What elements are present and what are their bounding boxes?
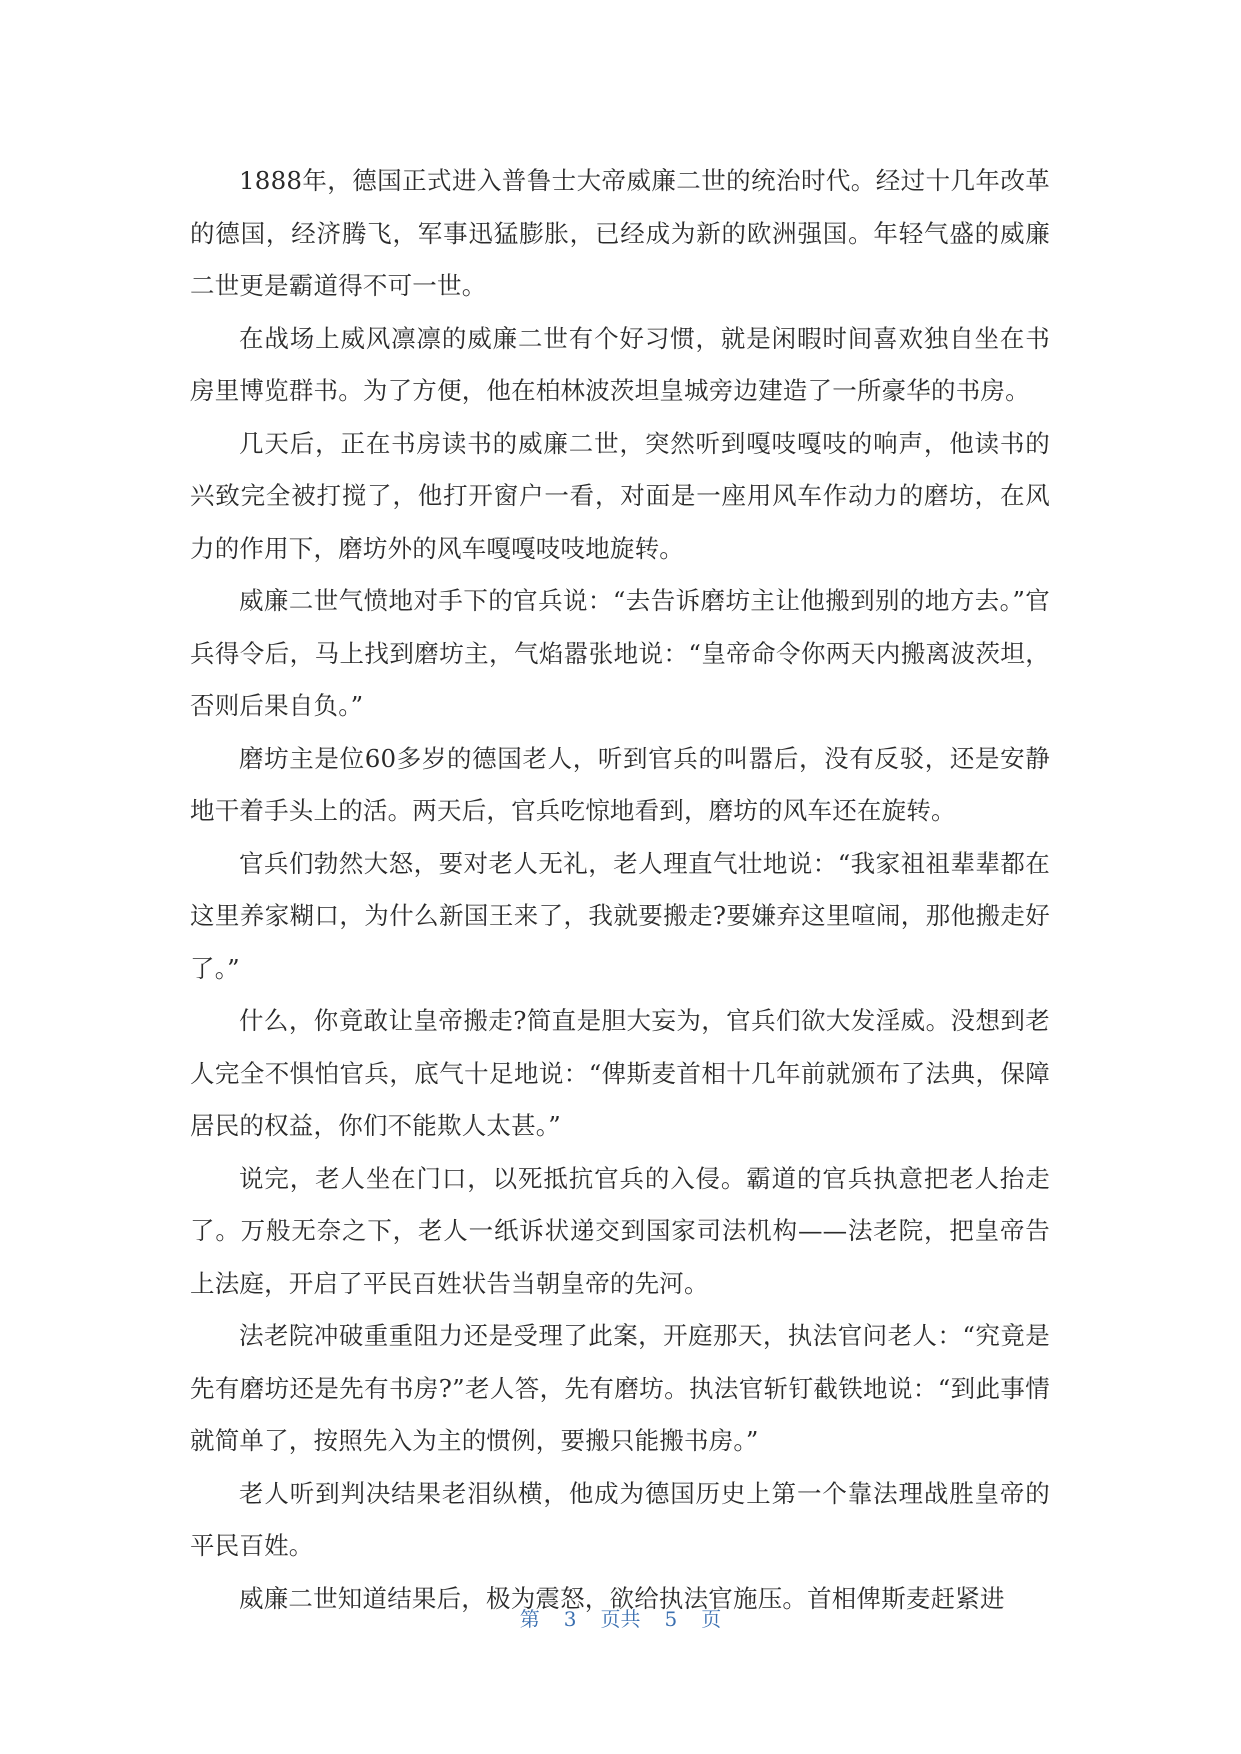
- page-footer: [0, 1604, 1241, 1634]
- footer-label-ye: 页: [701, 1607, 722, 1631]
- paragraph-4: 威廉二世气愤地对手下的官兵说：“去告诉磨坊主让他搬到别的地方去。”官兵得令后，马上找到磨坊主，气焰嚣张地说：“皇帝命令你两天内搬离波茨坦，否则后果自负。”: [190, 586, 1050, 720]
- paragraph-9: 法老院冲破重重阻力还是受理了此案，开庭那天，执法官问老人：“究竟是先有磨坊还是先有书房?”老人答，先有磨坊。执法官斩钉截铁地说：“到此事情就简单了，按照先入为主的惯例，要搬只能搬书房。”: [190, 1321, 1050, 1455]
- current-page-number: 3: [563, 1607, 577, 1631]
- footer-label-ye-gong: 页共: [600, 1607, 641, 1631]
- paragraph-10: 老人听到判决结果老泪纵横，他成为德国历史上第一个靠法理战胜皇帝的平民百姓。: [190, 1478, 1050, 1560]
- paragraph-1: 1888年，德国正式进入普鲁士大帝威廉二世的统治时代。经过十几年改革的德国，经济腾飞，军事迅猛膨胀，已经成为新的欧洲强国。年轻气盛的威廉二世更是霸道得不可一世。: [190, 166, 1050, 300]
- document-body: [190, 155, 1050, 1625]
- paragraph-3: 几天后，正在书房读书的威廉二世，突然听到嘎吱嘎吱的响声，他读书的兴致完全被打搅了，他打开窗户一看，对面是一座用风车作动力的磨坊，在风力的作用下，磨坊外的风车嘎嘎吱吱地旋转。: [190, 428, 1050, 563]
- paragraph-5: 磨坊主是位60多岁的德国老人，听到官兵的叫嚣后，没有反驳，还是安静地干着手头上的活。两天后，官兵吃惊地看到，磨坊的风车还在旋转。: [190, 743, 1050, 825]
- paragraph-7: 什么，你竟敢让皇帝搬走?简直是胆大妄为，官兵们欲大发淫威。没想到老人完全不惧怕官兵，底气十足地说：“俾斯麦首相十几年前就颁布了法典，保障居民的权益，你们不能欺人太甚。”: [190, 1006, 1050, 1140]
- paragraph-8: 说完，老人坐在门口，以死抵抗官兵的入侵。霸道的官兵执意把老人抬走了。万般无奈之下，老人一纸诉状递交到国家司法机构——法老院，把皇帝告上法庭，开启了平民百姓状告当朝皇帝的先河。: [190, 1163, 1050, 1298]
- paragraph-11: 威廉二世知道结果后，极为震怒，欲给执法官施压。首相俾斯麦赶紧进: [239, 1583, 1005, 1613]
- total-page-count: 5: [664, 1607, 678, 1631]
- paragraph-2: 在战场上威风凛凛的威廉二世有个好习惯，就是闲暇时间喜欢独自坐在书房里博览群书。为了方便，他在柏林波茨坦皇城旁边建造了一所豪华的书房。: [190, 323, 1050, 405]
- paragraph-6: 官兵们勃然大怒，要对老人无礼，老人理直气壮地说：“我家祖祖辈辈都在这里养家糊口，为什么新国王来了，我就要搬走?要嫌弃这里喧闹，那他搬走好了。”: [190, 848, 1050, 983]
- footer-label-di: 第: [519, 1607, 540, 1631]
